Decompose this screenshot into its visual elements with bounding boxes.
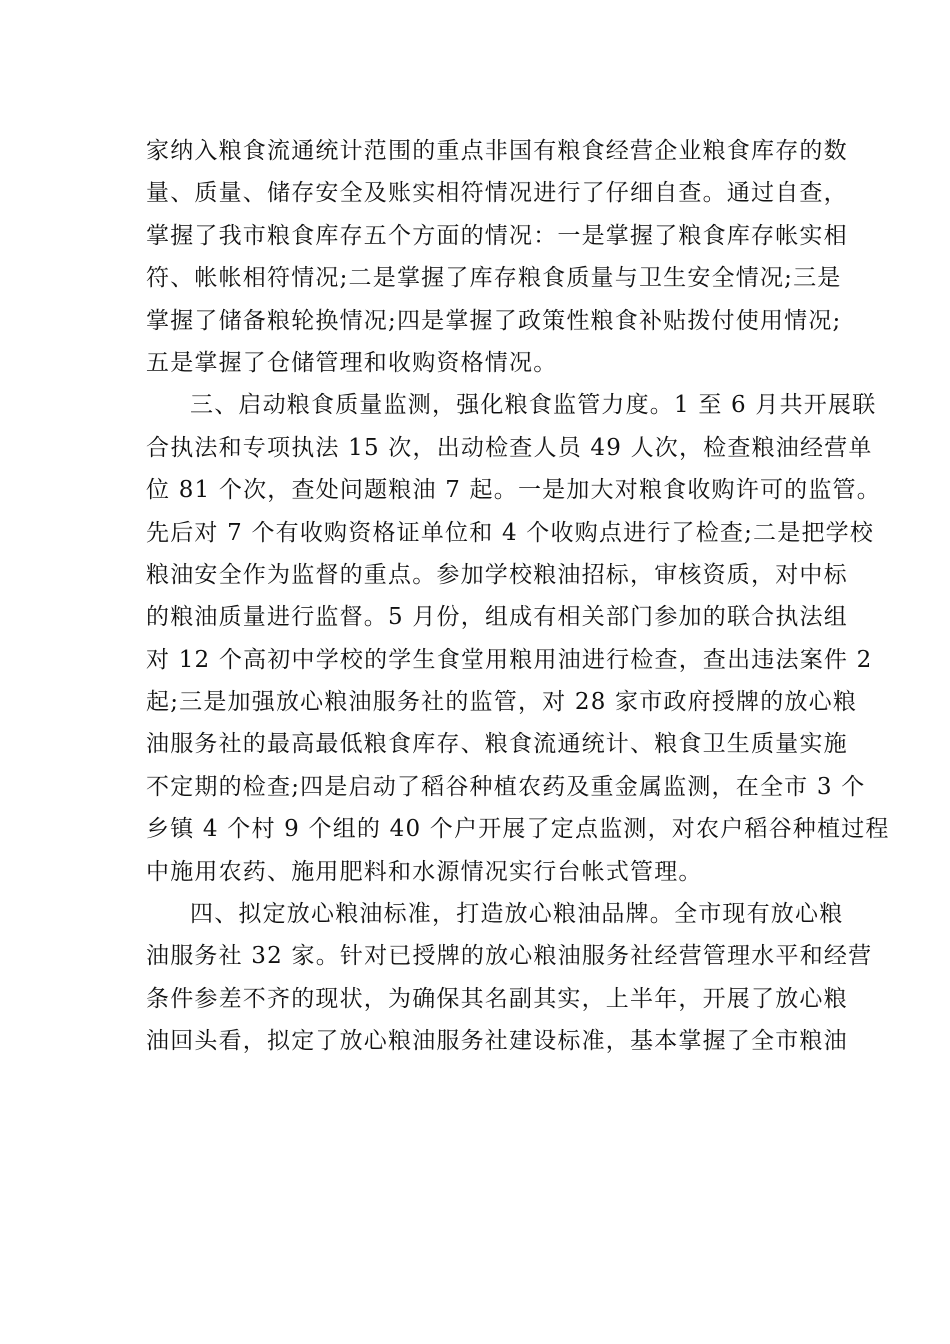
text-line: 对 12 个高初中学校的学生食堂用粮用油进行检查，查出违法案件 2 (146, 646, 873, 673)
document-body (146, 130, 890, 1063)
text-line: 五是掌握了仓储管理和收购资格情况。 (146, 349, 558, 376)
text-line: 中施用农药、施用肥料和水源情况实行台帐式管理。 (146, 858, 703, 885)
text-line: 掌握了我市粮食库存五个方面的情况：一是掌握了粮食库存帐实相 (146, 222, 848, 249)
text-line: 先后对 7 个有收购资格证单位和 4 个收购点进行了检查;二是把学校 (146, 519, 875, 546)
text-line: 符、帐帐相符情况;二是掌握了库存粮食质量与卫生安全情况;三是 (146, 265, 842, 292)
paragraph-heading-line: 三、启动粮食质量监测，强化粮食监管力度。1 至 6 月共开展联 (190, 392, 877, 419)
text-line: 油服务社的最高最低粮食库存、粮食流通统计、粮食卫生质量实施 (146, 731, 848, 758)
text-line: 位 81 个次，查处问题粮油 7 起。一是加大对粮食收购许可的监管。 (146, 477, 881, 504)
text-line: 合执法和专项执法 15 次，出动检查人员 49 人次，检查粮油经营单 (146, 434, 873, 461)
paragraph-heading-line: 四、拟定放心粮油标准，打造放心粮油品牌。全市现有放心粮 (190, 901, 844, 928)
text-line: 条件参差不齐的现状，为确保其名副其实，上半年，开展了放心粮 (146, 985, 848, 1012)
text-line: 不定期的检查;四是启动了稻谷种植农药及重金属监测，在全市 3 个 (146, 773, 866, 800)
text-line: 家纳入粮食流通统计范围的重点非国有粮食经营企业粮食库存的数 (146, 138, 848, 164)
text-line: 粮油安全作为监督的重点。参加学校粮油招标，审核资质，对中标 (146, 561, 848, 588)
text-line: 乡镇 4 个村 9 个组的 40 个户开展了定点监测，对农户稻谷种植过程 (146, 816, 890, 843)
text-line: 掌握了储备粮轮换情况;四是掌握了政策性粮食补贴拨付使用情况; (146, 307, 842, 334)
text-line: 油服务社 32 家。针对已授牌的放心粮油服务社经营管理水平和经营 (146, 943, 873, 970)
text-line: 量、质量、储存安全及账实相符情况进行了仔细自查。通过自查， (146, 180, 848, 207)
text-line: 油回头看，拟定了放心粮油服务社建设标准，基本掌握了全市粮油 (146, 1028, 848, 1055)
text-line: 起;三是加强放心粮油服务社的监管，对 28 家市政府授牌的放心粮 (146, 689, 858, 716)
text-line: 的粮油质量进行监督。5 月份，组成有相关部门参加的联合执法组 (146, 604, 848, 631)
